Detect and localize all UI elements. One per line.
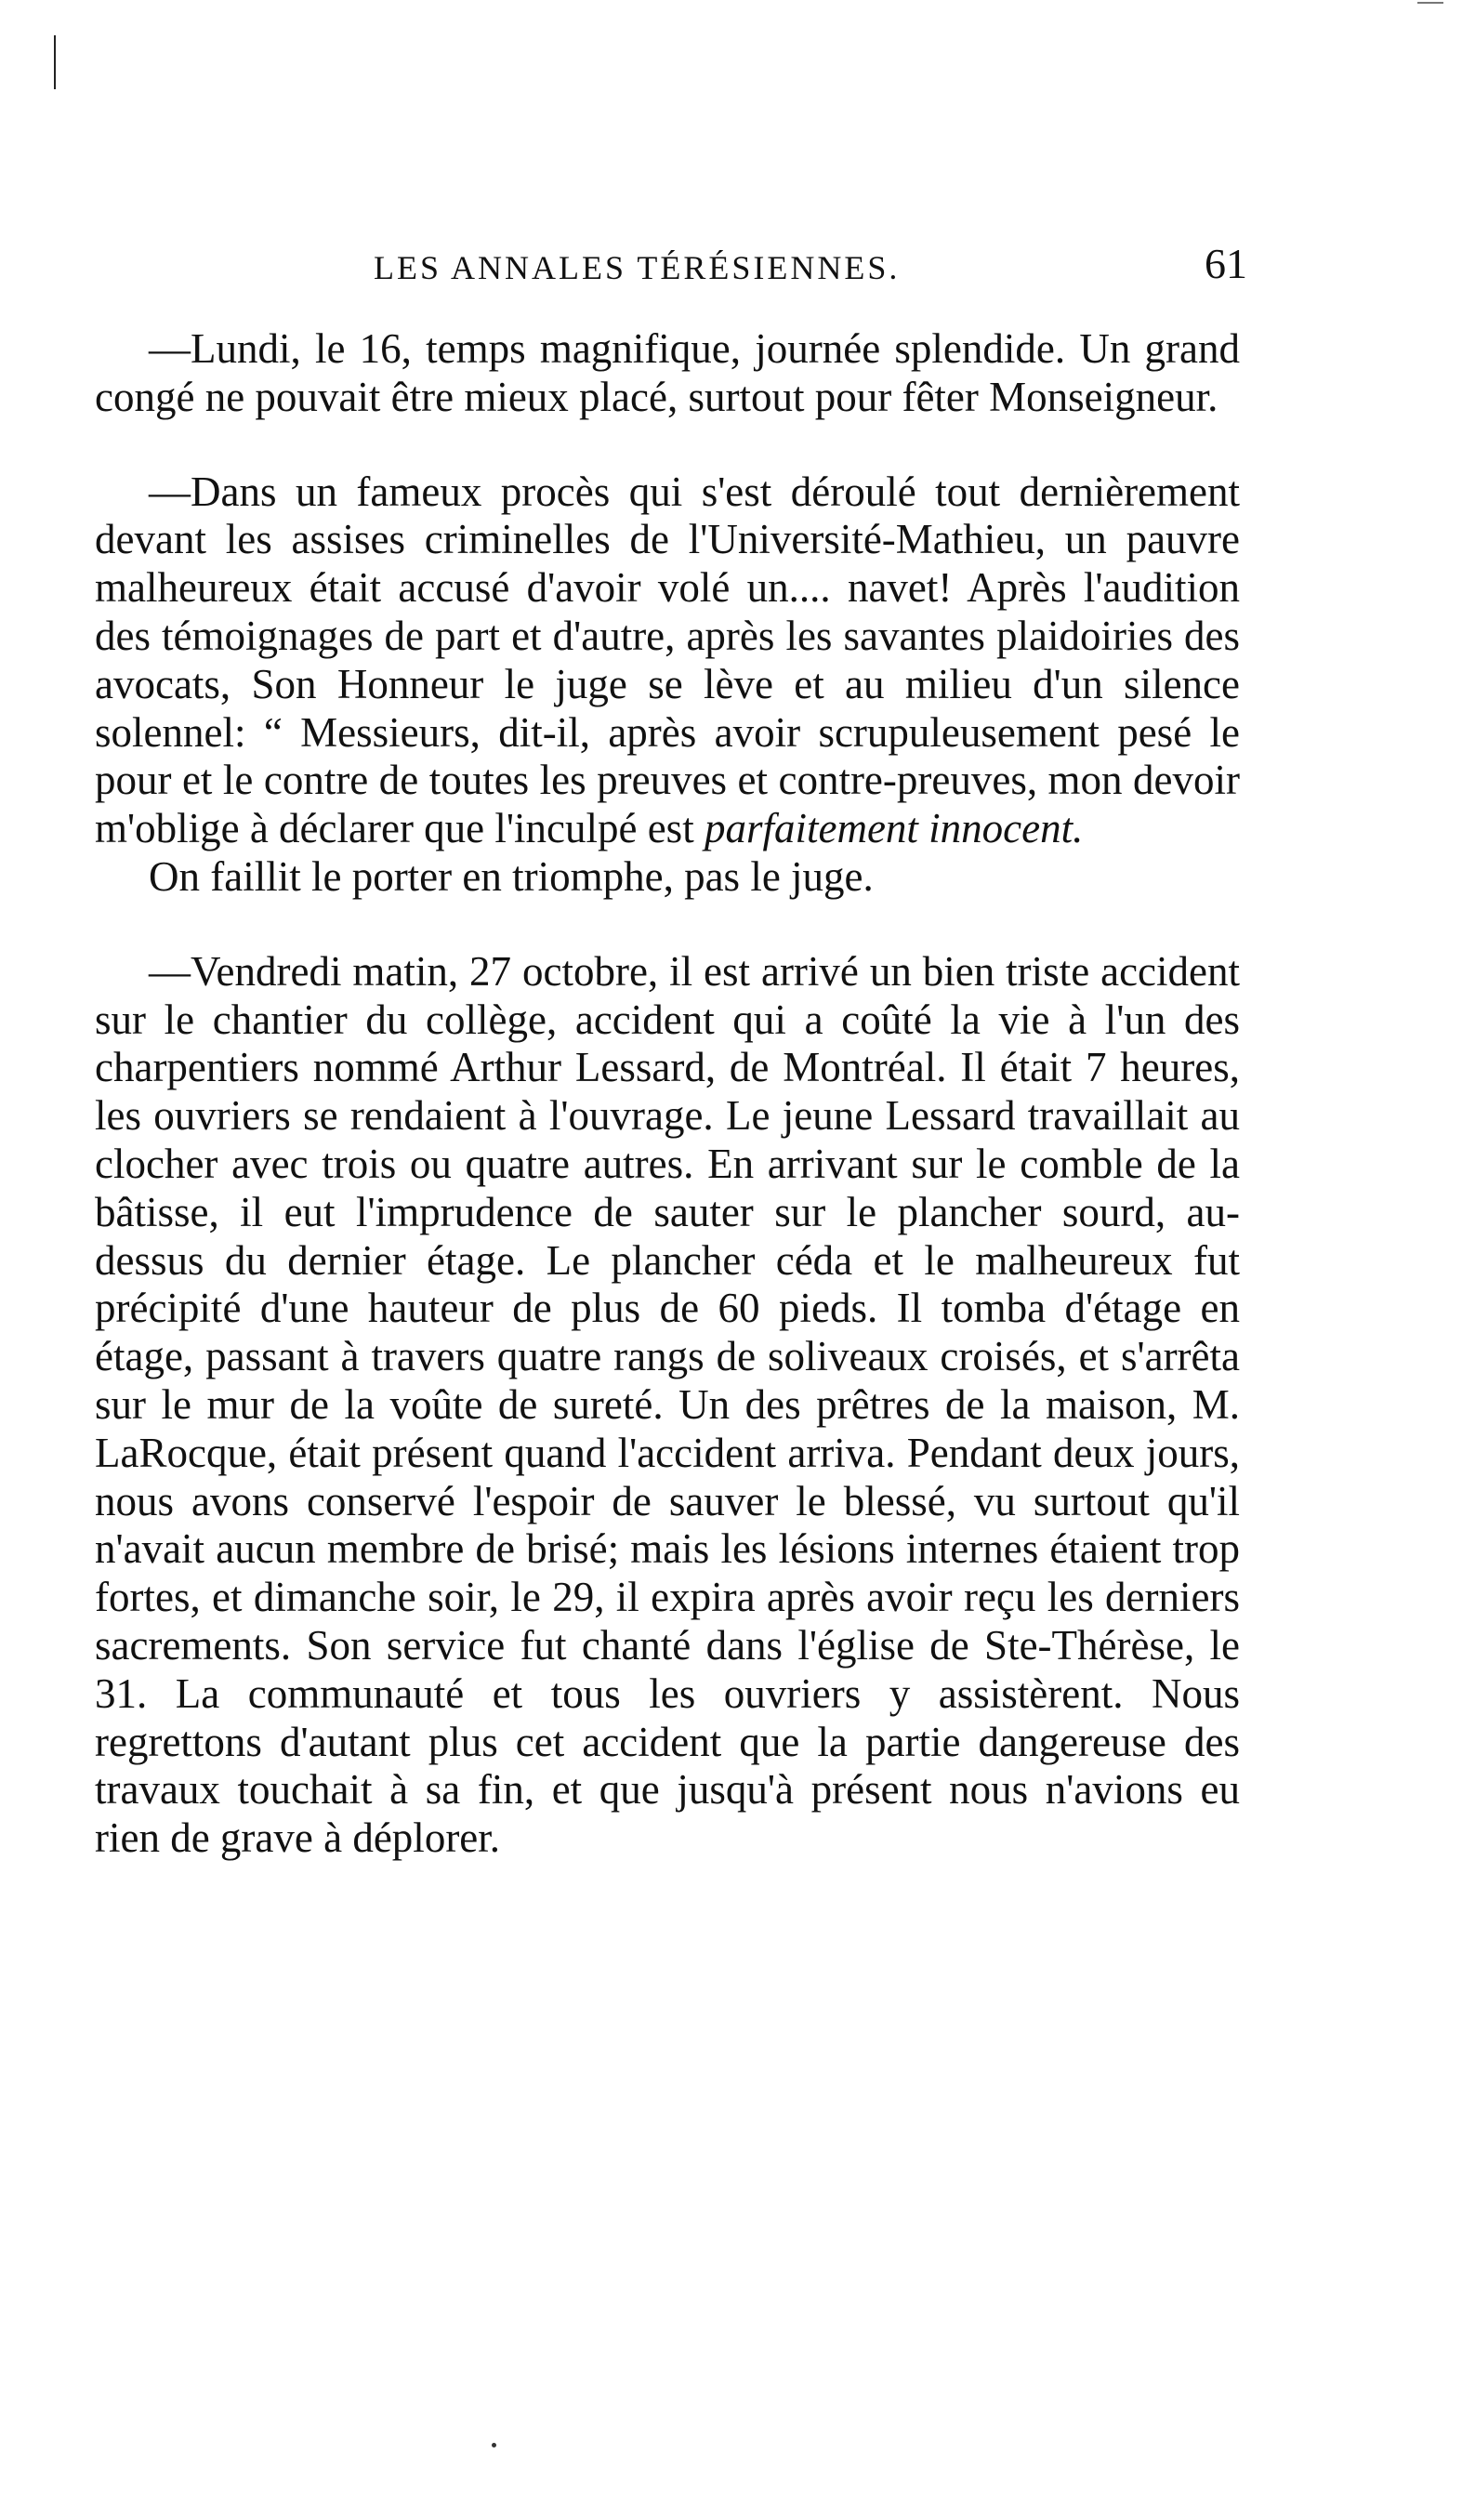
paragraph-proces — [95, 468, 1240, 853]
stray-ink-dot — [492, 2443, 496, 2447]
paragraph-proces-text: —Dans un fameux procès qui s'est déroulé tout dernièrement devant les assises criminelles de l'Université-Mathieu, un pauvre malheureux était accusé d'avoir volé un.... navet! Après l'audition des témoignages de part et d'autre, après les savantes plaidoiries des avocats, Son Honneur le juge se lève et au milieu d'un silence solennel: “ Messieurs, dit-il, après avoir scrupuleusement pesé le pour et le contre de toutes les preuves et contre-preuves, mon devoir m'oblige à déclarer que l'inculpé est — [95, 468, 1240, 852]
page-number: 61 — [1205, 240, 1247, 287]
body-text — [95, 325, 1240, 1863]
margin-mark — [54, 35, 56, 89]
emphasis-innocent: parfaitement innocent. — [704, 805, 1084, 852]
corner-mark — [1417, 2, 1443, 4]
running-head-title: LES ANNALES TÉRÉSIENNES. — [374, 249, 901, 286]
paragraph-accident: —Vendredi matin, 27 octobre, il est arrivé un bien triste accident sur le chantier du collège, accident qui a coûté la vie à l'un des charpentiers nommé Arthur Lessard, de Montréal. Il était 7 heures, les ouvriers se rendaient à l'ouvrage. Le jeune Lessard travaillait au clocher avec trois ou quatre autres. En arrivant sur le comble de la bâtisse, il eut l'imprudence de sauter sur le plancher sourd, au-dessus du dernier étage. Le plancher céda et le malheureux fut précipité d'une hauteur de plus de 60 pieds. Il tomba d'étage en étage, passant à travers quatre rangs de soliveaux croisés, et s'arrêta sur le mur de la voûte de sureté. Un des prêtres de la maison, M. LaRocque, était présent quand l'accident arriva. Pendant deux jours, nous avons conservé l'espoir de sauver le blessé, vu surtout qu'il n'avait aucun membre de brisé; mais les lésions internes étaient trop fortes, et dimanche soir, le 29, il expira après avoir reçu les derniers sacrements. Son service fut chanté dans l'église de Ste-Thérèse, le 31. La communauté et tous les ouvriers y assistèrent. Nous regrettons d'autant plus cet accident que la partie dangereuse des travaux touchait à sa fin, et que jusqu'à présent nous n'avions eu rien de grave à déplorer. — [95, 947, 1240, 1862]
running-head — [374, 240, 1247, 296]
paragraph-conge: —Lundi, le 16, temps magnifique, journée splendide. Un grand congé ne pouvait être mieux placé, surtout pour fêter Monseigneur. — [95, 325, 1240, 420]
paragraph-triomphe: On faillit le porter en triomphe, pas le juge. — [149, 852, 874, 900]
